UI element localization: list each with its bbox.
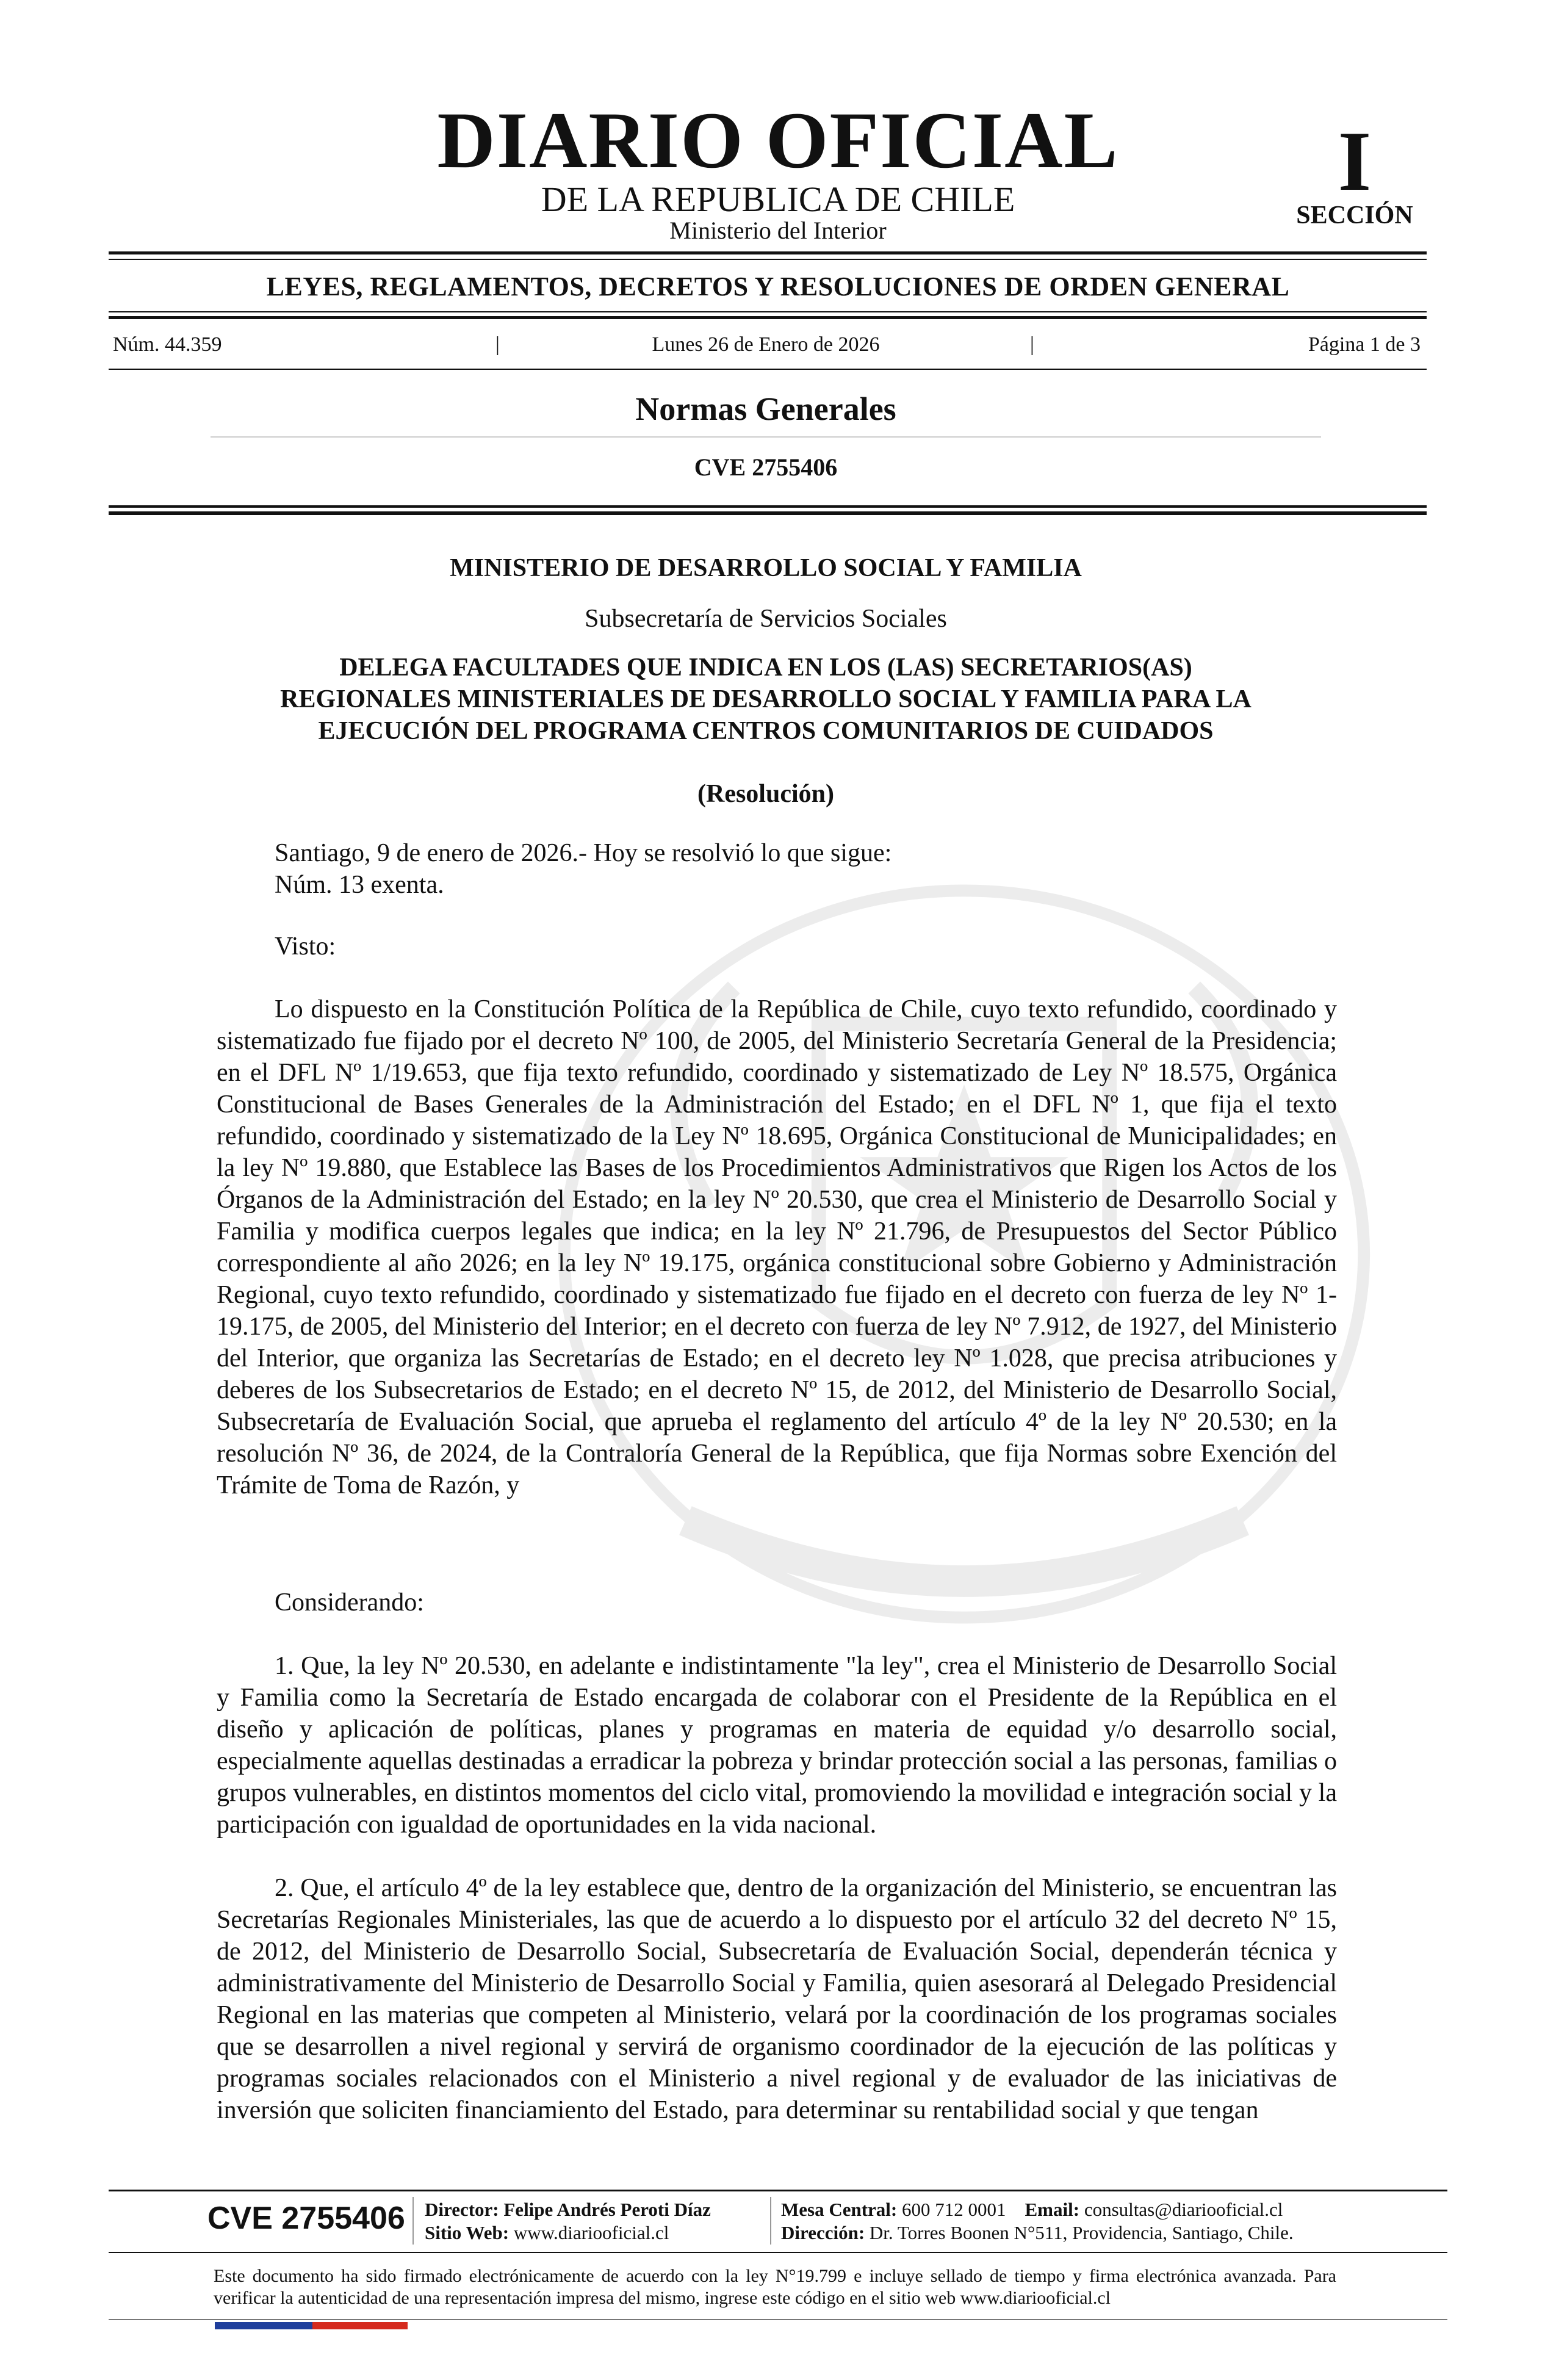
- footer-site: [425, 2221, 669, 2245]
- section-number: I: [1338, 114, 1372, 209]
- title-line: EJECUCIÓN DEL PROGRAMA CENTROS COMUNITARIOS DE CUIDADOS: [318, 717, 1214, 745]
- meta-separator: |: [1030, 333, 1034, 356]
- footer-cve: CVE 2755406: [207, 2201, 405, 2236]
- address-label: Dirección:: [781, 2222, 865, 2243]
- footer-separator: [412, 2197, 414, 2245]
- visto-label: Visto:: [275, 932, 336, 961]
- title-line: DELEGA FACULTADES QUE INDICA EN LOS (LAS) SECRETARIOS(AS): [339, 654, 1192, 682]
- site-link[interactable]: www.diariooficial.cl: [513, 2222, 669, 2243]
- subsecretariat: Subsecretaría de Servicios Sociales: [585, 605, 947, 633]
- section-title: Normas Generales: [635, 391, 896, 427]
- divider: [109, 259, 1427, 260]
- signature-note: Este documento ha sido firmado electrónicamente de acuerdo con la ley N°19.799 e incluye sellado de tiempo y firma electrónica avanzada. Para verificar la autenticidad de una representación impresa del mismo, ingrese este código en el sitio web www.diariooficial.cl: [214, 2266, 1336, 2308]
- issue-number: Núm. 44.359: [113, 333, 222, 356]
- phone-label: Mesa Central:: [781, 2199, 898, 2220]
- director-label: Director:: [425, 2199, 499, 2220]
- email-link[interactable]: consultas@diariooficial.cl: [1084, 2199, 1283, 2220]
- divider: [109, 505, 1427, 508]
- divider: [109, 316, 1427, 319]
- footer-director: [425, 2198, 711, 2221]
- title-line: REGIONALES MINISTERIALES DE DESARROLLO SOCIAL Y FAMILIA PARA LA: [280, 685, 1252, 713]
- category-banner: LEYES, REGLAMENTOS, DECRETOS Y RESOLUCIONES DE ORDEN GENERAL: [266, 272, 1290, 301]
- masthead-ministry: Ministerio del Interior: [669, 217, 887, 244]
- issuing-ministry: MINISTERIO DE DESARROLLO SOCIAL Y FAMILIA: [450, 554, 1082, 582]
- document-type: (Resolución): [697, 780, 834, 808]
- email-label: Email:: [1025, 2199, 1080, 2220]
- place-date: Santiago, 9 de enero de 2026.- Hoy se resolvió lo que sigue:: [275, 839, 892, 867]
- address-text: Dr. Torres Boonen N°511, Providencia, Santiago, Chile.: [869, 2222, 1294, 2243]
- footer-contact: [781, 2198, 1283, 2221]
- divider: [109, 511, 1427, 515]
- footer-divider: [109, 2252, 1447, 2253]
- site-label: Sitio Web:: [425, 2222, 510, 2243]
- director-name: Felipe Andrés Peroti Díaz: [503, 2199, 711, 2220]
- divider: [109, 369, 1427, 370]
- phone-number: 600 712 0001: [902, 2199, 1006, 2220]
- considerando-paragraph-2: 2. Que, el artículo 4º de la ley establece que, dentro de la organización del Ministerio, se encuentran las Secretarías Regionales Ministeriales, las que de acuerdo a lo dispuesto por el artículo 32 del decreto Nº 15, de 2012, del Ministerio de Desarrollo Social, Subsecretaría de Evaluación Social, dependerán técnica y administrativamente del Ministerio de Desarrollo Social y Familia, quien asesorará al Delegado Presidencial Regional en las materias que competen al Ministerio, velará por la coordinación de los programas sociales que se desarrollen a nivel regional y servirá de organismo coordinador de la ejecución de las políticas y programas sociales relacionados con el Ministerio a nivel regional y de evaluador de las iniciativas de inversión que soliciten financiamiento del Estado, para determinar su rentabilidad social y que tengan: [217, 1874, 1337, 2124]
- flag-stripe-red: [312, 2322, 408, 2329]
- considerando-paragraph-1: 1. Que, la ley Nº 20.530, en adelante e indistintamente "la ley", crea el Ministerio de Desarrollo Social y Familia como la Secretaría de Estado encargada de colaborar con el Presidente de la República en el diseño y aplicación de políticas, planes y programas en materia de equidad y/o desarrollo social, especialmente aquellas destinadas a erradicar la pobreza y brindar protección social a las personas, familias o grupos vulnerables, en distintos momentos del ciclo vital, promoviendo la movilidad e integración social y la participación con igualdad de oportunidades en la vida nacional.: [217, 1652, 1337, 1839]
- resolution-number: Núm. 13 exenta.: [275, 871, 444, 899]
- page-indicator: Página 1 de 3: [1308, 333, 1421, 356]
- footer-divider: [109, 2319, 1447, 2320]
- divider: [109, 311, 1427, 312]
- masthead-subtitle: DE LA REPUBLICA DE CHILE: [541, 179, 1015, 219]
- flag-stripe-blue: [215, 2322, 312, 2329]
- footer-divider: [109, 2190, 1447, 2191]
- considerando-label: Considerando:: [275, 1588, 424, 1617]
- section-label: SECCIÓN: [1296, 201, 1413, 229]
- visto-paragraph: Lo dispuesto en la Constitución Política de la República de Chile, cuyo texto refundido, coordinado y sistematizado fue fijado por el decreto Nº 100, de 2005, del Ministerio Secretaría General de la Presidencia; en el DFL Nº 1/19.653, que fija texto refundido, coordinado y sistematizado de Ley Nº 18.575, Orgánica Constitucional de Bases Generales de la Administración del Estado; en el DFL Nº 1, que fija el texto refundido, coordinado y sistematizado de la Ley Nº 18.695, Orgánica Constitucional de Municipalidades; en la ley Nº 19.880, que Establece las Bases de los Procedimientos Administrativos que Rigen los Actos de los Órganos de la Administración del Estado; en la ley Nº 20.530, que crea el Ministerio de Desarrollo Social y Familia y modifica cuerpos legales que indica; en la ley Nº 21.796, de Presupuestos del Sector Público correspondiente al año 2026; en la ley Nº 19.175, orgánica constitucional sobre Gobierno y Administración Regional, cuyo texto refundido, coordinado y sistematizado fue fijado en el decreto con fuerza de ley Nº 1-19.175, de 2005, del Ministerio del Interior; en el decreto con fuerza de ley Nº 7.912, de 1927, del Ministerio del Interior, que organiza las Secretarías de Estado; en el decreto ley Nº 1.028, que precisa atribuciones y deberes de los Subsecretarios de Estado; en el decreto Nº 15, de 2012, del Ministerio de Desarrollo Social, Subsecretaría de Evaluación Social, que aprueba el reglamento del artículo 4º de la ley Nº 20.530; en la resolución Nº 36, de 2024, de la Contraloría General de la República, que fija Normas sobre Exención del Trámite de Toma de Razón, y: [217, 995, 1337, 1499]
- masthead-title: DIARIO OFICIAL: [437, 95, 1119, 185]
- document-title: [201, 652, 1330, 747]
- divider: [211, 436, 1321, 438]
- meta-separator: |: [495, 333, 500, 356]
- issue-date: Lunes 26 de Enero de 2026: [652, 333, 880, 356]
- divider: [109, 251, 1427, 254]
- cve-code: CVE 2755406: [694, 453, 838, 481]
- footer-separator: [770, 2197, 771, 2245]
- footer-address: [781, 2221, 1294, 2245]
